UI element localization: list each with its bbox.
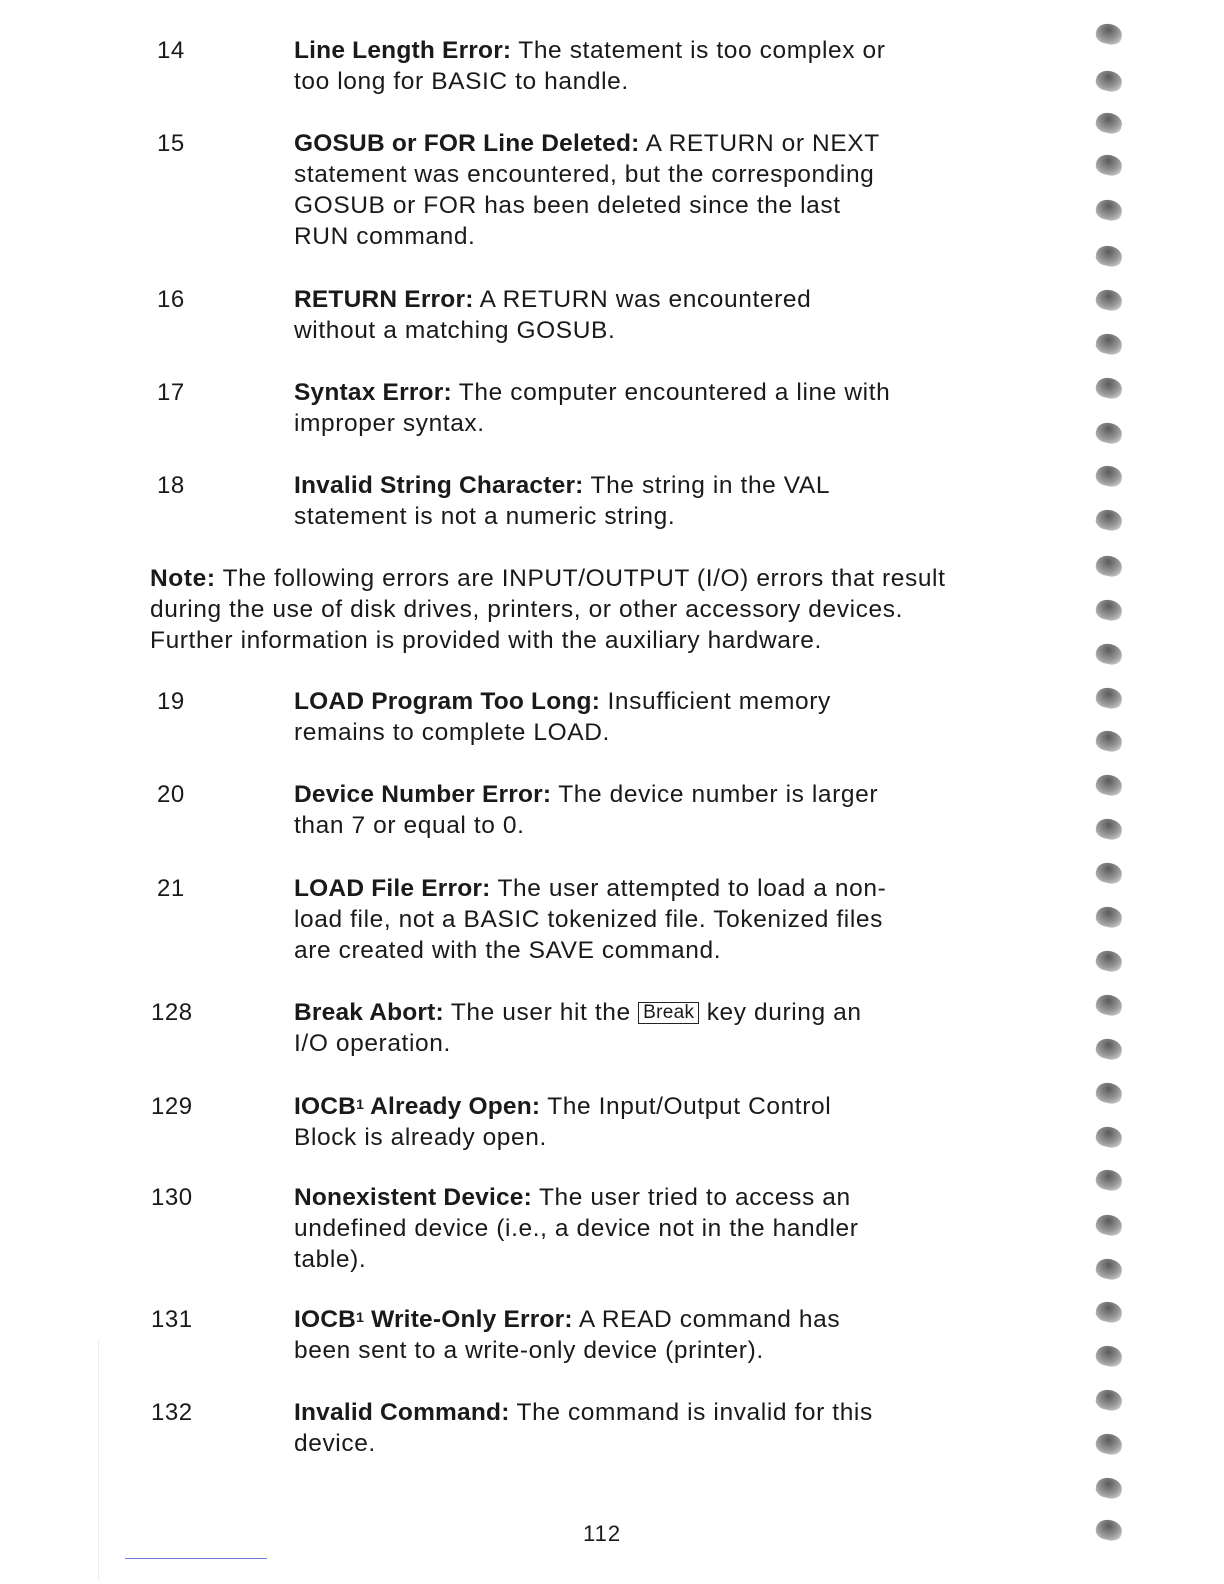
note-label: Note: xyxy=(150,565,216,592)
description-line: statement was encountered, but the corresponding xyxy=(294,161,875,188)
binding-hole-icon xyxy=(1094,111,1124,136)
description-line: Insufficient memory xyxy=(607,688,831,715)
binding-hole-icon xyxy=(1094,198,1124,223)
binding-hole-icon xyxy=(1094,69,1124,94)
error-description xyxy=(294,1304,934,1366)
description-line: The user attempted to load a non- xyxy=(497,875,887,902)
page-fold-shadow xyxy=(98,1340,99,1580)
binding-hole-icon xyxy=(1094,288,1124,313)
error-label: Line Length Error: xyxy=(294,37,512,64)
binding-hole-icon xyxy=(1094,1213,1124,1238)
error-label: Invalid String Character: xyxy=(294,472,584,499)
error-code: 20 xyxy=(157,781,185,808)
binding-hole-icon xyxy=(1094,598,1124,623)
error-label: LOAD Program Too Long: xyxy=(294,688,601,715)
error-label: Syntax Error: xyxy=(294,379,452,406)
error-label: Break Abort: xyxy=(294,999,444,1026)
description-line: device. xyxy=(294,1430,376,1457)
description-line: The user tried to access an xyxy=(538,1184,851,1211)
binding-hole-icon xyxy=(1094,1432,1124,1457)
label-prefix: IOCB xyxy=(294,1306,357,1333)
description-line: table). xyxy=(294,1246,367,1273)
binding-hole-icon xyxy=(1094,993,1124,1018)
binding-hole-icon xyxy=(1094,905,1124,930)
binding-hole-icon xyxy=(1094,773,1124,798)
note-line: Further information is provided with the auxiliary hardware. xyxy=(150,627,822,654)
description-line: too long for BASIC to handle. xyxy=(294,68,629,95)
binding-hole-icon xyxy=(1094,376,1124,401)
description-line: I/O operation. xyxy=(294,1030,451,1057)
error-description xyxy=(294,779,934,841)
description-text: key during an xyxy=(706,999,862,1026)
binding-hole-icon xyxy=(1094,1388,1124,1413)
footnote-marker: 1 xyxy=(356,1309,365,1325)
error-code: 16 xyxy=(157,286,185,313)
error-description xyxy=(294,1397,934,1459)
description-line: remains to complete LOAD. xyxy=(294,719,610,746)
error-label: Nonexistent Device: xyxy=(294,1184,532,1211)
binding-hole-icon xyxy=(1094,332,1124,357)
error-description xyxy=(294,686,934,748)
description-line: The Input/Output Control xyxy=(547,1093,832,1120)
margin-rule xyxy=(125,1558,267,1559)
description-text: The user hit the xyxy=(450,999,631,1026)
error-code: 15 xyxy=(157,130,185,157)
binding-hole-icon xyxy=(1094,1081,1124,1106)
error-code: 18 xyxy=(157,472,185,499)
error-code: 132 xyxy=(151,1399,193,1426)
error-description xyxy=(294,470,934,532)
error-description xyxy=(294,997,934,1059)
binding-hole-icon xyxy=(1094,1168,1124,1193)
break-key-icon: Break xyxy=(638,1002,699,1024)
description-line: The command is invalid for this xyxy=(516,1399,873,1426)
binding-hole-icon xyxy=(1094,508,1124,533)
error-code: 130 xyxy=(151,1184,193,1211)
error-code: 131 xyxy=(151,1306,193,1333)
binding-hole-icon xyxy=(1094,729,1124,754)
description-line: improper syntax. xyxy=(294,410,485,437)
description-line: without a matching GOSUB. xyxy=(294,317,616,344)
binding-hole-icon xyxy=(1094,949,1124,974)
description-line: A READ command has xyxy=(578,1306,841,1333)
description-line: A RETURN or NEXT xyxy=(645,130,880,157)
binding-hole-icon xyxy=(1094,1300,1124,1325)
error-code: 14 xyxy=(157,37,185,64)
binding-hole-icon xyxy=(1094,1518,1124,1543)
page-number: 112 xyxy=(583,1521,622,1546)
spiral-binding xyxy=(1024,0,1224,1584)
binding-hole-icon xyxy=(1094,1125,1124,1150)
error-code: 128 xyxy=(151,999,193,1026)
error-description xyxy=(294,873,934,966)
error-description xyxy=(294,1182,934,1275)
binding-hole-icon xyxy=(1094,1257,1124,1282)
error-description xyxy=(294,35,934,97)
binding-hole-icon xyxy=(1094,642,1124,667)
note-line: The following errors are INPUT/OUTPUT (I/O) errors that result xyxy=(222,565,946,592)
label-suffix: Write-Only Error: xyxy=(364,1306,573,1333)
description-line: statement is not a numeric string. xyxy=(294,503,676,530)
description-line: Block is already open. xyxy=(294,1124,547,1151)
error-label: LOAD File Error: xyxy=(294,875,491,902)
error-description xyxy=(294,377,934,439)
description-line: been sent to a write-only device (printer). xyxy=(294,1337,764,1364)
binding-hole-icon xyxy=(1094,22,1124,47)
error-description xyxy=(294,1091,934,1153)
binding-hole-icon xyxy=(1094,153,1124,178)
description-line: The computer encountered a line with xyxy=(458,379,891,406)
binding-hole-icon xyxy=(1094,1344,1124,1369)
error-label: Invalid Command: xyxy=(294,1399,510,1426)
binding-hole-icon xyxy=(1094,861,1124,886)
description-line: undefined device (i.e., a device not in the handler xyxy=(294,1215,859,1242)
binding-hole-icon xyxy=(1094,686,1124,711)
description-line: load file, not a BASIC tokenized file. Tokenized files xyxy=(294,906,883,933)
label-prefix: IOCB xyxy=(294,1093,357,1120)
binding-hole-icon xyxy=(1094,1037,1124,1062)
binding-hole-icon xyxy=(1094,421,1124,446)
footnote-marker: 1 xyxy=(356,1096,365,1112)
error-label xyxy=(294,1093,540,1120)
note-line: during the use of disk drives, printers, or other accessory devices. xyxy=(150,596,903,623)
binding-hole-icon xyxy=(1094,464,1124,489)
description-line: The statement is too complex or xyxy=(518,37,886,64)
io-errors-note xyxy=(150,563,1010,656)
error-description xyxy=(294,128,934,252)
error-label: RETURN Error: xyxy=(294,286,474,313)
description-line: than 7 or equal to 0. xyxy=(294,812,525,839)
error-description xyxy=(294,284,934,346)
binding-hole-icon xyxy=(1094,244,1124,269)
error-code: 17 xyxy=(157,379,185,406)
error-label xyxy=(294,1306,573,1333)
description-line: are created with the SAVE command. xyxy=(294,937,722,964)
description-line: RUN command. xyxy=(294,223,476,250)
label-suffix: Already Open: xyxy=(364,1093,541,1120)
description-line: The string in the VAL xyxy=(590,472,831,499)
error-label: Device Number Error: xyxy=(294,781,552,808)
error-code: 19 xyxy=(157,688,185,715)
error-code: 21 xyxy=(157,875,185,902)
binding-hole-icon xyxy=(1094,817,1124,842)
error-code: 129 xyxy=(151,1093,193,1120)
description-line: A RETURN was encountered xyxy=(479,286,812,313)
description-line: GOSUB or FOR has been deleted since the last xyxy=(294,192,841,219)
binding-hole-icon xyxy=(1094,1476,1124,1501)
binding-hole-icon xyxy=(1094,554,1124,579)
description-line: The device number is larger xyxy=(558,781,879,808)
error-label: GOSUB or FOR Line Deleted: xyxy=(294,130,640,157)
